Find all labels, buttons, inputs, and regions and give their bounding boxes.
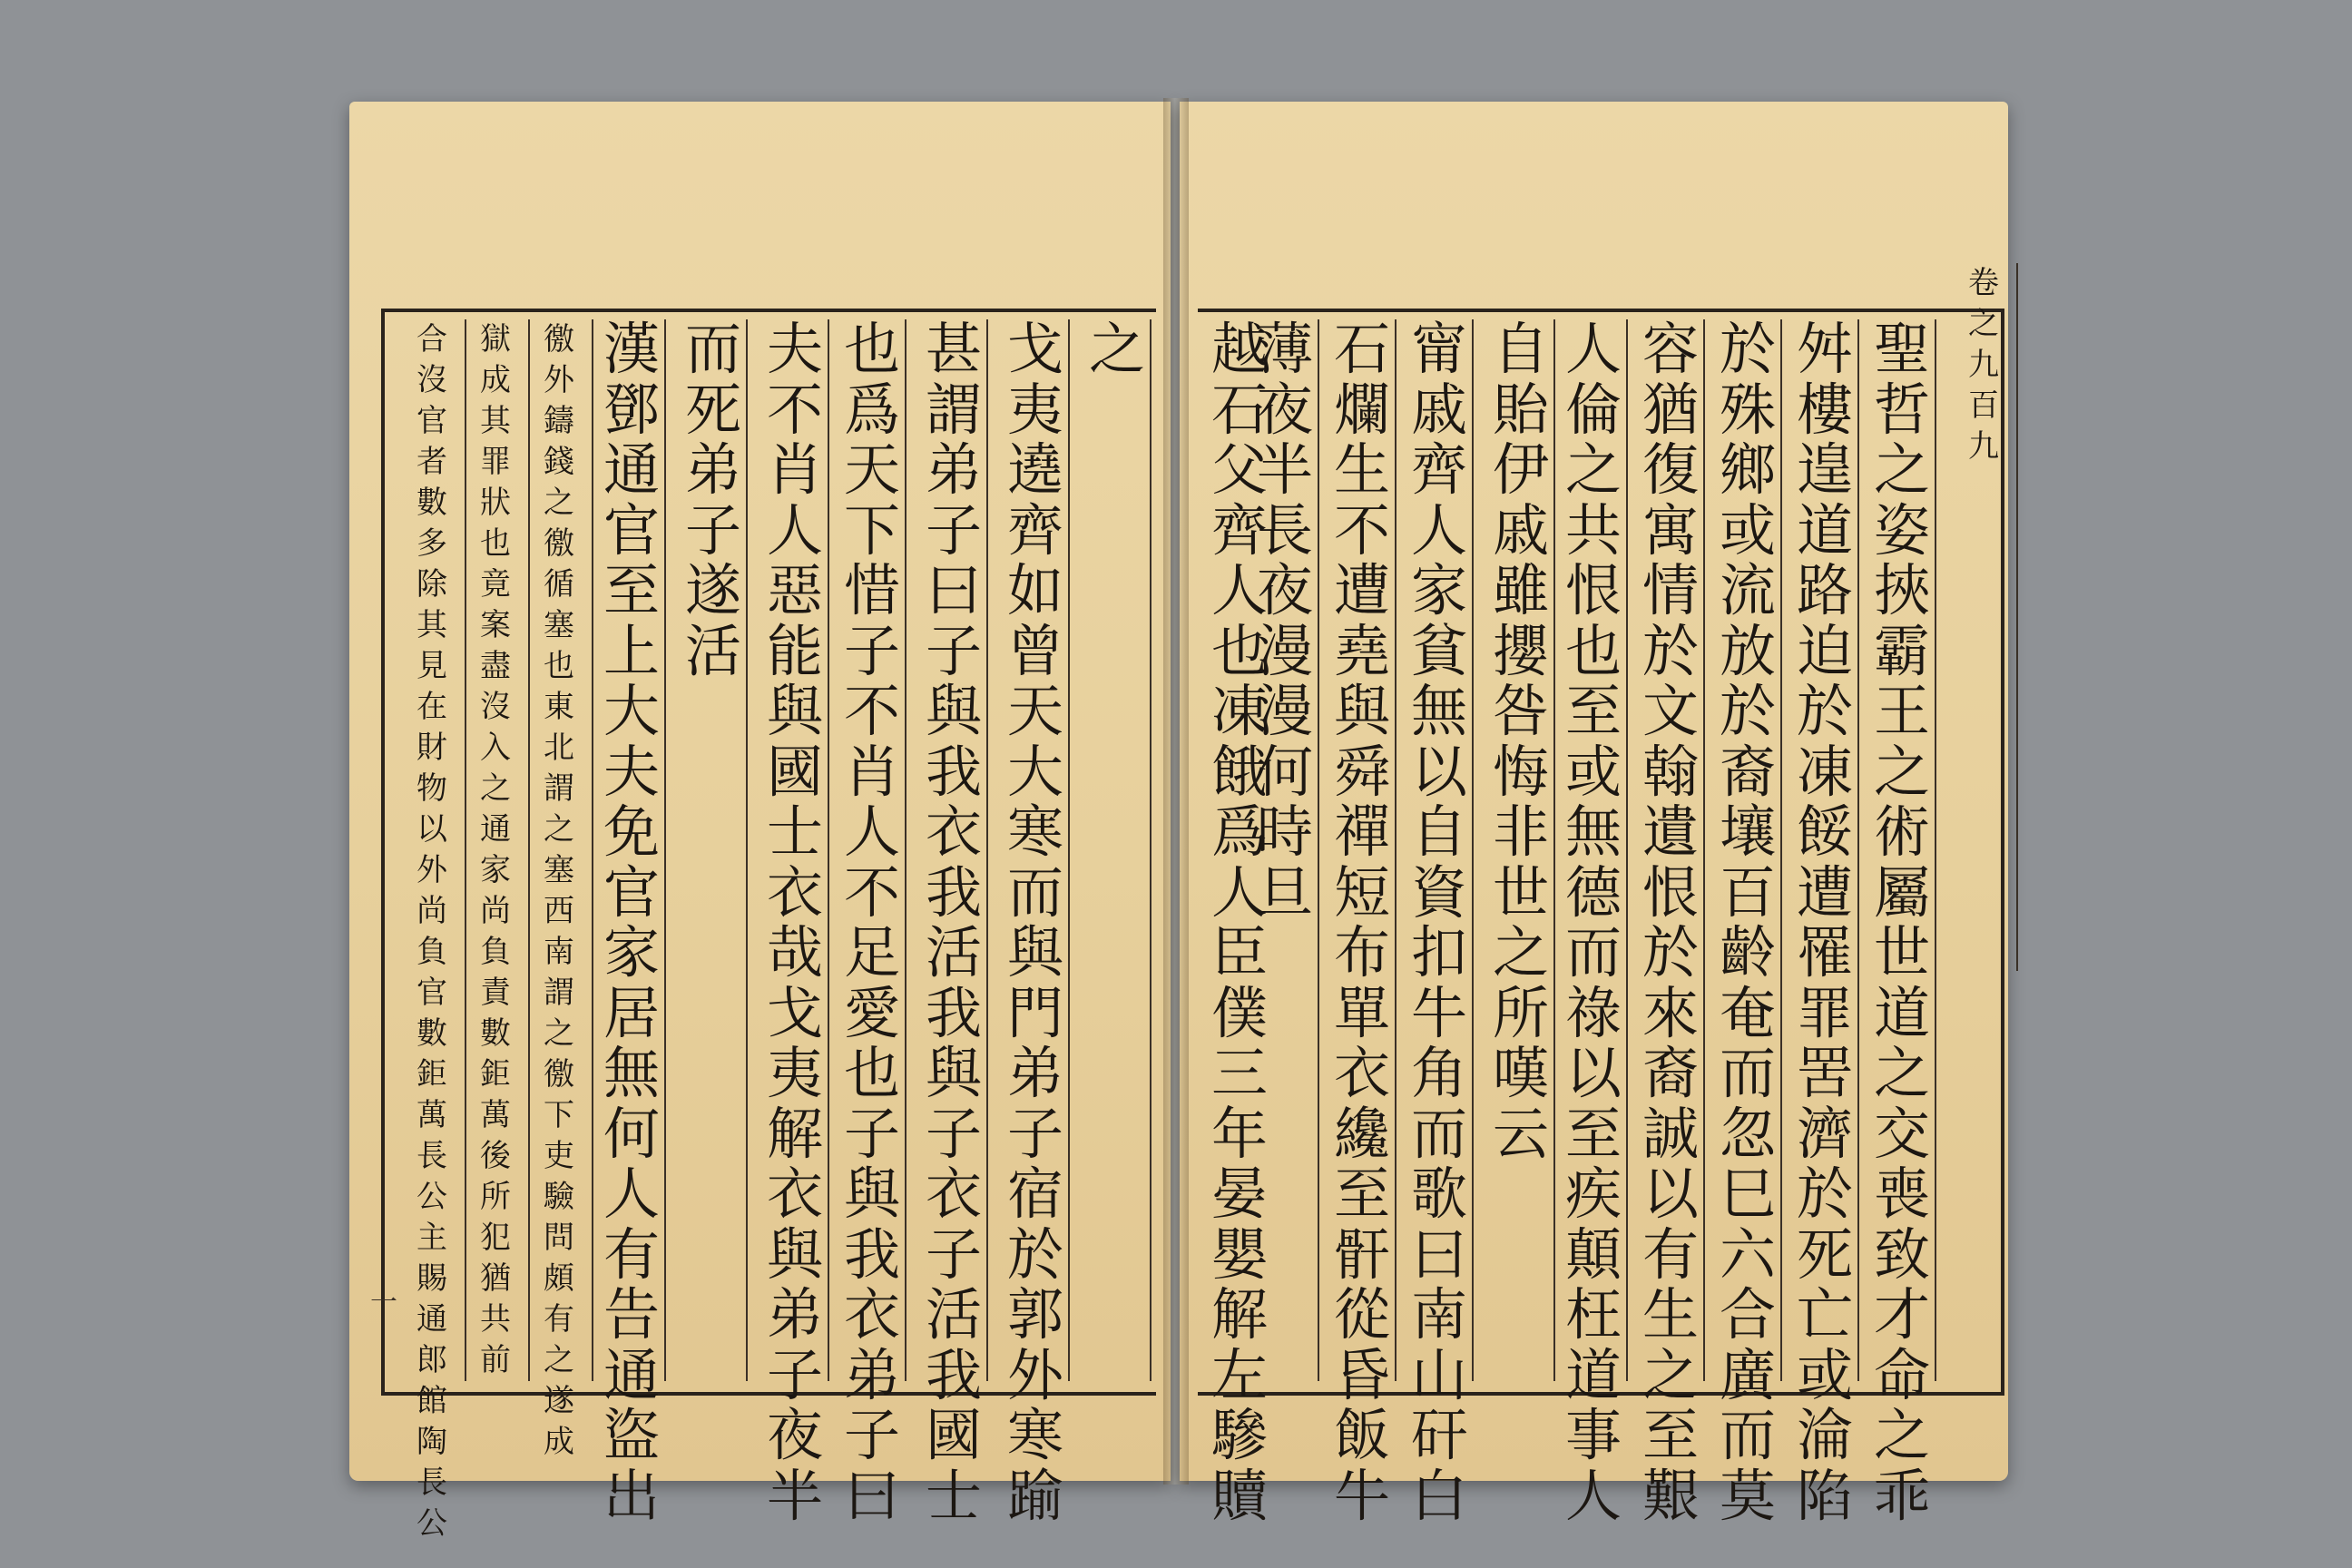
text-column: 也 爲 天 下 惜 子 不 肖 人 不 足 愛 也 子 與 我 衣 弟 子 曰 (839, 319, 906, 1381)
volume-header: 卷 之 九 百 九 (1951, 263, 2018, 971)
text-column: 甚 謂 弟 子 曰 子 與 我 衣 我 活 我 與 子 衣 子 活 我 國 士 (921, 319, 988, 1381)
book-gutter (1163, 98, 1189, 1485)
text-column: 戈 夷 遶 齊 如 曾 天 大 寒 而 與 門 弟 子 宿 於 郭 外 寒 踰 (1003, 319, 1070, 1381)
text-column: 於 殊 鄉 或 流 放 於 裔 壤 百 齡 奄 而 忽 巳 六 合 廣 而 莫 (1715, 319, 1782, 1381)
text-column: 漢 鄧 通 官 至 上 大 夫 免 官 家 居 無 何 人 有 告 通 盜 出 (599, 319, 666, 1381)
text-column: 舛 樓 遑 道 路 迫 於 凍 餒 遭 罹 罪 罟 濟 於 死 亡 或 淪 陷 (1792, 319, 1859, 1381)
text-column-commentary: 徼 外 鑄 錢 之 徼 循 塞 也 東 北 謂 之 塞 西 南 謂 之 徼 下 吏 驗 問 頗 有 之 遂 成 (526, 319, 593, 1381)
text-column-commentary: 獄 成 其 罪 狀 也 竟 案 盡 沒 入 之 通 家 尚 負 責 數 鉅 萬 後 所 犯 猶 共 前 (463, 319, 530, 1381)
text-column: 人 倫 之 共 恨 也 至 或 無 德 而 祿 以 至 疾 顛 枉 道 事 人 (1561, 319, 1628, 1381)
text-column: 而 死 弟 子 遂 活 (681, 319, 748, 1381)
text-column: 薄 夜 半 長 夜 漫 漫 何 時 旦 (1252, 319, 1319, 1381)
text-column: 甯 戚 齊 人 家 貧 無 以 自 資 扣 牛 角 而 歌 曰 南 山 矸 白 (1406, 319, 1474, 1381)
text-column: 越 石 父 齊 人 也 凍 餓 爲 人 臣 僕 三 年 晏 嬰 解 左 驂 贖 (1210, 316, 1268, 1529)
page-number: 一 (370, 1287, 397, 1318)
text-column: 自 貽 伊 戚 雖 攖 咎 悔 非 世 之 所 嘆 云 (1488, 319, 1555, 1381)
text-column: 之 (1084, 319, 1152, 1381)
text-column: 聖 哲 之 姿 挾 霸 王 之 術 屬 世 道 之 交 喪 致 才 命 之 乖 (1869, 319, 1936, 1381)
text-column: 石 爛 生 不 遭 堯 與 舜 禪 短 布 單 衣 纔 至 骭 從 昏 飯 牛 (1329, 319, 1396, 1381)
text-column: 夫 不 肖 人 惡 能 與 國 士 衣 哉 戈 夷 解 衣 與 弟 子 夜 半 (762, 319, 829, 1381)
text-column: 容 猶 復 寓 情 於 文 翰 遺 恨 於 來 裔 誠 以 有 生 之 至 艱 (1638, 319, 1705, 1381)
text-column-commentary: 合 沒 官 者 數 多 除 其 見 在 財 物 以 外 尚 負 官 數 鉅 萬 長 公 主 賜 通 郎 館 陶 長 公 (399, 319, 466, 1381)
